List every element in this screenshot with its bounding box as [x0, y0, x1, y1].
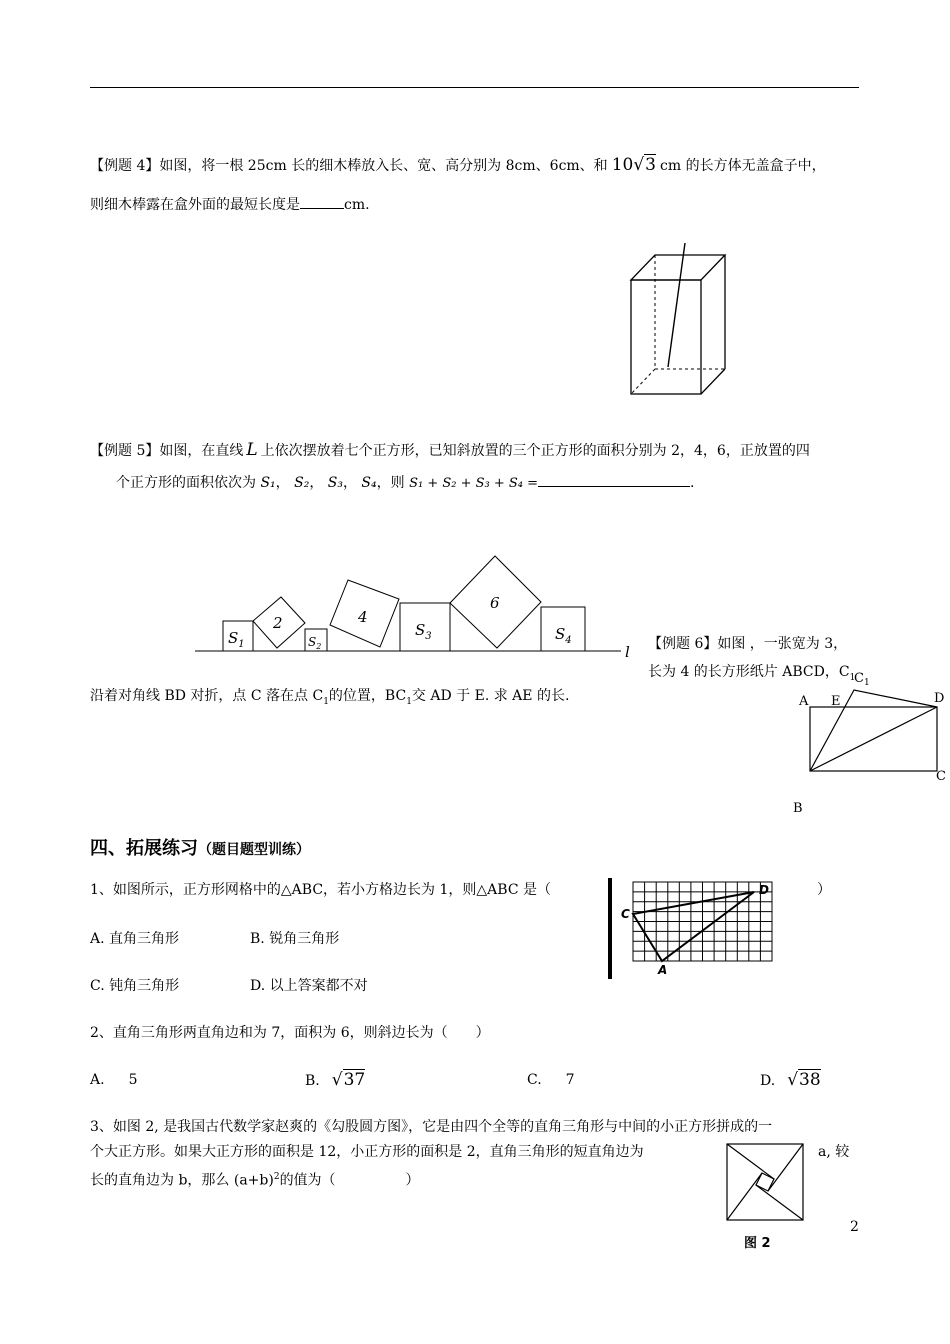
svg-text:S1: $S_1$ [228, 629, 245, 650]
q2-option-a[interactable]: A. 5 [90, 1072, 138, 1088]
folded-edge [810, 690, 937, 771]
svg-text:E: E [831, 694, 841, 709]
svg-text:4: 4 [358, 608, 368, 626]
svg-text:S3: $S_3$ [415, 621, 432, 642]
ex6-line3: 沿着对角线 BD 对折，点 C 落在点 $C_1$的位置，$BC_1$交 AD 于 E. 求 AE 的长. [90, 688, 570, 707]
q3-line1: 3、如图 2, 是我国古代数学家赵爽的《勾股圆方图》，它是由四个全等的直角三角形与中间的小正方形拼成的一 [90, 1119, 773, 1135]
ex4-line1: 【例题 4】如图，将一根 25cm 长的细木棒放入长、宽、高分别为 8cm、6cm、和 10√3 cm 的长方体无盖盒子中， [90, 155, 826, 175]
header-rule [90, 87, 859, 88]
q2-option-d[interactable]: D. √38 [760, 1070, 821, 1090]
svg-text:C: C [936, 769, 946, 784]
squares-figure [195, 555, 645, 665]
wooden-stick [668, 243, 685, 367]
rectangle-fold-figure [790, 671, 948, 820]
page-number: 2 [850, 1219, 859, 1235]
q1-option-c[interactable]: C. 钝角三角形 [90, 978, 180, 994]
q1-stem: 1、如图所示，正方形网格中的△ABC，若小方格边长为 1，则△ABC 是（ [90, 882, 551, 898]
svg-text:2: 2 [273, 614, 283, 632]
q1-option-d[interactable]: D. 以上答案都不对 [250, 978, 368, 994]
svg-text:6: 6 [490, 594, 500, 612]
ex5-line2: 个正方形的面积依次为 S₁， S₂， S₃， S₄，则 S₁ + S₂ + S₃ + S₄ = . [116, 475, 695, 491]
small-square [756, 1173, 774, 1191]
ex6-line1: 【例题 6】如图 ，一张宽为 3， [648, 636, 848, 652]
svg-text:S4: $S_4$ [555, 625, 572, 646]
q2-stem: 2、直角三角形两直角边和为 7，面积为 6，则斜边长为（ ） [90, 1025, 490, 1041]
svg-text:l: l [625, 643, 630, 661]
big-square [727, 1144, 803, 1220]
box-top-face [631, 255, 725, 280]
answer-blank[interactable] [538, 486, 690, 487]
zhao-shuang-figure [726, 1143, 804, 1221]
box-figure [620, 235, 730, 400]
svg-text:A: A [799, 694, 809, 709]
q3-line2: 个大正方形。如果大正方形的面积是 12，小正方形的面积是 2，直角三角形的短直角边为 [90, 1144, 644, 1160]
figure-caption: 图 2 [744, 1236, 771, 1251]
q2-option-b[interactable]: B. √37 [305, 1070, 366, 1090]
q3-line2-tail: a, 较 [818, 1144, 850, 1160]
section-title: 四、拓展练习（题目题型训练） [90, 838, 310, 859]
svg-text:S2: $S_2$ [308, 635, 322, 651]
q1-option-b[interactable]: B. 锐角三角形 [250, 931, 340, 947]
diagonal-bd [810, 707, 937, 771]
svg-text:D: D [759, 883, 769, 897]
ex5-line1: 【例题 5】如图，在直线 L 上依次摆放着七个正方形，已知斜放置的三个正方形的面积分别为 2，4，6，正放置的四 [90, 440, 810, 460]
answer-blank[interactable] [300, 208, 344, 209]
ex6-line2: 长为 4 的长方形纸片 ABCD，$C_1$ [648, 664, 856, 683]
svg-text:C1: $C_1$ [854, 671, 870, 688]
svg-text:A: A [658, 963, 668, 977]
ex4-line2: 则细木棒露在盒外面的最短长度是 cm. [90, 197, 370, 213]
svg-text:D: D [934, 691, 945, 706]
svg-text:B: B [793, 801, 803, 816]
q2-option-c[interactable]: C. 7 [527, 1072, 575, 1088]
grid-triangle-figure [600, 872, 780, 982]
q3-line3: 长的直角边为 b，那么 $(a+b)^2$的值为（ ） [90, 1172, 420, 1189]
svg-text:C: C [621, 907, 630, 921]
box-front-face [631, 280, 701, 394]
q1-close-paren: ） [817, 882, 831, 898]
q1-option-a[interactable]: A. 直角三角形 [90, 931, 180, 947]
